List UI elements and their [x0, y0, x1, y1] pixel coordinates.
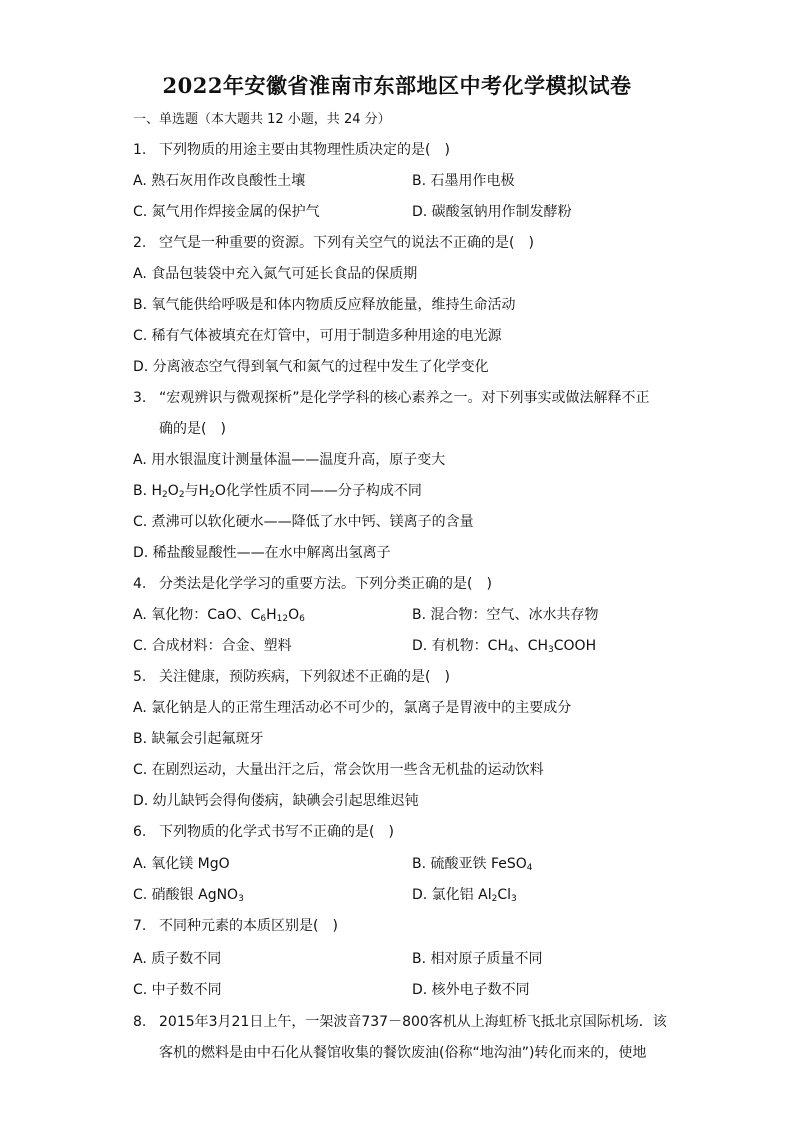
- question-text: 不同种元素的本质区别是( ): [159, 918, 338, 934]
- q2-option-c: C. 稀有气体被填充在灯管中，可用于制造多种用途的电光源: [133, 328, 502, 344]
- q6-option-b: [412, 855, 533, 877]
- subscript: 4: [507, 645, 514, 655]
- question-number: 6.: [133, 824, 147, 840]
- question-text: 下列物质的化学式书写不正确的是( ): [159, 824, 394, 840]
- formula-part: O: [167, 483, 179, 499]
- question-text: 下列物质的用途主要由其物理性质决定的是( ): [159, 142, 450, 158]
- q2-option-d: D. 分离液态空气得到氧气和氮气的过程中发生了化学变化: [133, 359, 489, 375]
- formula-part: O: [288, 607, 300, 623]
- q7-option-c: C. 中子数不同: [133, 982, 222, 998]
- subscript: 3: [511, 894, 517, 904]
- formula-part: 、CH: [513, 638, 549, 654]
- q5-option-c: C. 在剧烈运动，大量出汗之后，常会饮用一些含无机盐的运动饮料: [133, 762, 544, 778]
- q2-option-a: A. 食品包装袋中充入氮气可延长食品的保质期: [133, 266, 418, 282]
- q2-option-b: B. 氧气能供给呼吸是和体内物质反应释放能量，维持生命活动: [133, 297, 516, 313]
- question-text: 分类法是化学学习的重要方法。下列分类正确的是( ): [159, 576, 492, 592]
- subscript: 6: [299, 614, 305, 624]
- subscript: 2: [209, 490, 215, 500]
- subscript: 3: [238, 894, 244, 904]
- section-header: 一、单选题（本大题共 12 小题，共 24 分）: [133, 112, 391, 127]
- formula-part: D. 氯化铝 Al: [412, 887, 492, 903]
- q3-option-a: A. 用水银温度计测量体温——温度升高，原子变大: [133, 452, 446, 468]
- formula-part: C. 硝酸银 AgNO: [133, 887, 239, 903]
- subscript: 2: [178, 490, 185, 500]
- question-8-stem: [133, 1013, 667, 1031]
- q1-option-d: D. 碳酸氢钠用作制发酵粉: [412, 204, 572, 220]
- formula-part: A. 氧化物：CaO、C: [133, 607, 261, 623]
- q6-option-c: [133, 886, 244, 908]
- q1-option-c: C. 氮气用作焊接金属的保护气: [133, 204, 320, 220]
- q3-option-c: C. 煮沸可以软化硬水——降低了水中钙、镁离子的含量: [133, 514, 474, 530]
- q1-option-b: B. 石墨用作电极: [412, 173, 515, 189]
- question-3-stem-cont: 确的是( ): [159, 421, 226, 437]
- exam-title: 2022年安徽省淮南市东部地区中考化学模拟试卷: [162, 73, 632, 98]
- formula-part: B. H: [133, 483, 163, 499]
- q7-option-a: A. 质子数不同: [133, 951, 222, 967]
- q4-option-a: [133, 606, 305, 628]
- q3-option-d: D. 稀盐酸显酸性——在水中解离出氢离子: [133, 545, 391, 561]
- subscript: 4: [526, 863, 533, 873]
- subscript: 3: [548, 645, 554, 655]
- q7-option-b: B. 相对原子质量不同: [412, 951, 543, 967]
- formula-part: 与H: [184, 483, 210, 499]
- formula-part: Cl: [497, 887, 512, 903]
- question-number: 2.: [133, 235, 147, 251]
- question-5-stem: [133, 668, 450, 686]
- question-number: 8.: [133, 1014, 147, 1030]
- formula-part: O化学性质不同——分子构成不同: [214, 483, 422, 499]
- subscript: 2: [162, 490, 168, 500]
- question-text: 空气是一种重要的资源。下列有关空气的说法不正确的是( ): [159, 235, 534, 251]
- formula-part: B. 硫酸亚铁 FeSO: [412, 856, 527, 872]
- q5-option-b: B. 缺氟会引起氟斑牙: [133, 731, 264, 747]
- question-text: 关注健康，预防疾病，下列叙述不正确的是( ): [159, 669, 450, 685]
- q6-option-d: [412, 886, 517, 908]
- q1-option-a: A. 熟石灰用作改良酸性土壤: [133, 173, 306, 189]
- question-3-stem: [133, 389, 650, 407]
- question-number: 3.: [133, 390, 147, 406]
- q7-option-d: D. 核外电子数不同: [412, 982, 530, 998]
- question-8-stem-cont: 客机的燃料是由中石化从餐馆收集的餐饮废油(俗称“地沟油”)转化而来的，使地: [159, 1045, 647, 1061]
- question-1-stem: [133, 141, 450, 159]
- q4-option-c: C. 合成材料：合金、塑料: [133, 638, 292, 654]
- question-number: 4.: [133, 576, 147, 592]
- question-number: 1.: [133, 142, 147, 158]
- q5-option-d: D. 幼儿缺钙会得佝偻病，缺碘会引起思维迟钝: [133, 793, 419, 809]
- formula-part: H: [266, 607, 277, 623]
- q4-option-b: B. 混合物：空气、冰水共存物: [412, 607, 599, 623]
- q5-option-a: A. 氯化钠是人的正常生理活动必不可少的，氯离子是胃液中的主要成分: [133, 700, 572, 716]
- q3-option-b: [133, 482, 422, 504]
- q4-option-d: [412, 637, 596, 659]
- q6-option-a: A. 氧化镁 MgO: [133, 856, 230, 872]
- question-number: 5.: [133, 669, 147, 685]
- subscript: 2: [491, 894, 498, 904]
- subscript: 12: [276, 614, 289, 624]
- formula-part: COOH: [553, 638, 597, 654]
- question-number: 7.: [133, 918, 147, 934]
- question-6-stem: [133, 823, 394, 841]
- question-text: “宏观辨识与微观探析”是化学学科的核心素养之一。对下列事实或做法解释不正: [159, 390, 650, 406]
- formula-part: D. 有机物：CH: [412, 638, 508, 654]
- question-text: 2015年3月21日上午，一架波音737－800客机从上海虹桥飞抵北京国际机场．该: [159, 1014, 667, 1030]
- subscript: 6: [260, 614, 267, 624]
- question-7-stem: [133, 917, 338, 935]
- question-2-stem: [133, 234, 534, 252]
- question-4-stem: [133, 575, 492, 593]
